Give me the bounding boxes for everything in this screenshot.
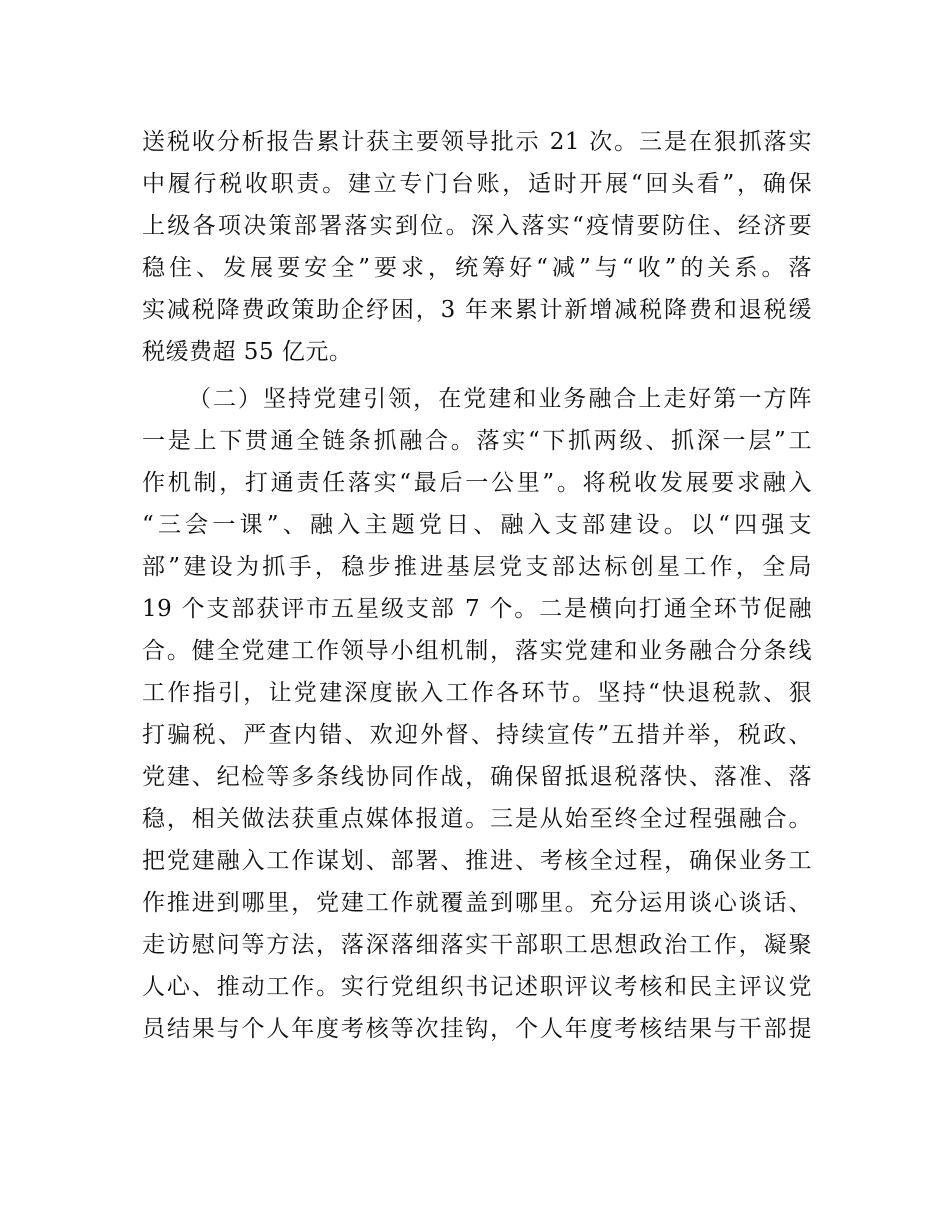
section-heading-line: （二）坚持党建引领，在党建和业务融合上走好第一方阵 [188,386,812,412]
text-line: 税缓费超 55 亿元。 [142,339,353,365]
text-line: 人心、推动工作。实行党组织书记述职评议考核和民主评议党 [142,974,812,1000]
text-line: 把党建融入工作谋划、部署、推进、考核全过程，确保业务工 [142,848,812,874]
text-line: 作机制，打通责任落实“最后一公里”。将税收发展要求融入 [142,470,812,496]
paragraph-tax-duties [142,121,812,373]
text-line: 工作指引，让党建深度嵌入工作各环节。坚持“快退税款、狠 [142,680,812,706]
text-line: 实减税降费政策助企纾困，3 年来累计新增减税降费和退税缓 [142,297,812,323]
text-line: 稳住、发展要安全”要求，统筹好“减”与“收”的关系。落 [142,255,812,281]
text-line: 走访慰问等方法，落深落细落实干部职工思想政治工作，凝聚 [142,932,812,958]
text-line: 合。健全党建工作领导小组机制，落实党建和业务融合分条线 [142,638,812,664]
text-line: 打骗税、严查内错、欢迎外督、持续宣传”五措并举，税政、 [142,722,812,748]
text-line: 党建、纪检等多条线协同作战，确保留抵退税落快、落准、落 [142,764,812,790]
text-line: 部”建设为抓手，稳步推进基层党支部达标创星工作，全局 [142,554,812,580]
text-line: “三会一课”、融入主题党日、融入支部建设。以“四强支 [142,512,812,538]
text-line: 作推进到哪里，党建工作就覆盖到哪里。充分运用谈心谈话、 [142,890,812,916]
paragraph-party-building [142,378,812,1050]
text-line: 19 个支部获评市五星级支部 7 个。二是横向打通全环节促融 [142,596,812,622]
text-line: 员结果与个人年度考核等次挂钩，个人年度考核结果与干部提 [142,1016,812,1042]
text-line: 一是上下贯通全链条抓融合。落实“下抓两级、抓深一层”工 [142,428,812,454]
text-line: 稳，相关做法获重点媒体报道。三是从始至终全过程强融合。 [142,806,812,832]
text-line: 中履行税收职责。建立专门台账，适时开展“回头看”，确保 [142,171,812,197]
text-line: 送税收分析报告累计获主要领导批示 21 次。三是在狠抓落实 [142,129,812,155]
text-line: 上级各项决策部署落实到位。深入落实“疫情要防住、经济要 [142,213,812,239]
